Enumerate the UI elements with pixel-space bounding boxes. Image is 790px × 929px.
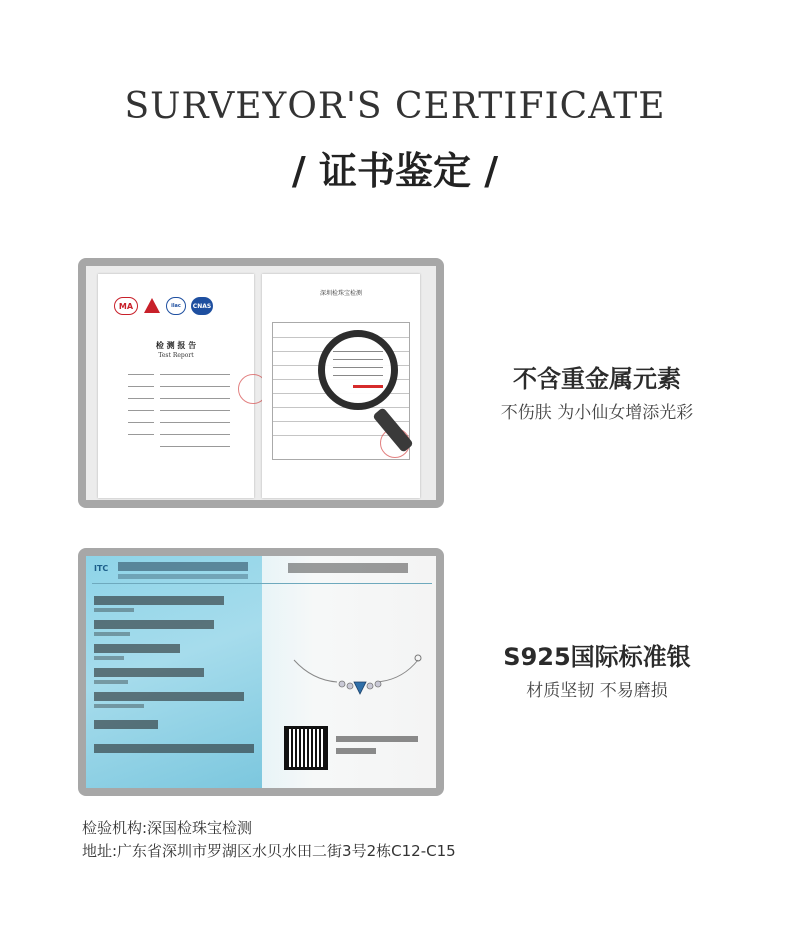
- cert-field: [94, 720, 158, 729]
- report-heading-en: Test Report: [158, 352, 194, 359]
- magnified-row: [333, 367, 383, 368]
- report-lab-title: 深圳检珠宝检测: [319, 290, 362, 297]
- report-field-line: [160, 422, 230, 423]
- triangle-logo: [143, 297, 161, 315]
- test-report-photo: [86, 266, 436, 500]
- feature-2-subtitle: 材质坚韧 不易磨损: [526, 681, 668, 701]
- qr-note-line: [336, 748, 376, 754]
- title-english: SURVEYOR'S CERTIFICATE: [124, 86, 666, 127]
- qr-note-line: [336, 736, 418, 742]
- cert-field-en: [94, 608, 134, 612]
- certificate-number-bar: [288, 563, 408, 573]
- cert-field-en: [94, 680, 128, 684]
- cnas-logo: CNAS: [191, 297, 213, 315]
- report-field-line: [160, 410, 230, 411]
- report-field-label: [128, 410, 154, 411]
- feature-1-title: 不含重金属元素: [513, 365, 681, 393]
- institution-address: 地址:广东省深圳市罗湖区水贝水田二街3号2栋C12-C15: [82, 842, 456, 860]
- test-report-image: [78, 258, 444, 508]
- qr-code: [284, 726, 328, 770]
- feature-2-title: S925国际标准银: [503, 643, 691, 671]
- certificate-title-bar: [118, 562, 248, 571]
- highlight-line: [353, 385, 383, 388]
- cert-field: [94, 596, 224, 605]
- table-row: [273, 407, 409, 408]
- cert-field: [94, 692, 244, 701]
- inspection-institution: 检验机构:深国检珠宝检测: [82, 819, 253, 837]
- feature-1-subtitle: 不伤肤 为小仙女增添光彩: [500, 403, 694, 423]
- magnified-row: [333, 359, 383, 360]
- cma-logo: MA: [114, 297, 138, 315]
- certificate-header: [92, 562, 432, 584]
- cert-field-en: [94, 656, 124, 660]
- cert-field: [94, 644, 180, 653]
- itc-logo: ITC: [94, 564, 109, 573]
- report-cover-page: [98, 274, 254, 498]
- report-field-label: [128, 374, 154, 375]
- bracelet-image: [292, 640, 422, 700]
- cert-signature-row: [94, 744, 254, 753]
- magnifier-icon: [318, 330, 398, 410]
- report-field-line: [160, 434, 230, 435]
- cert-field: [94, 620, 214, 629]
- report-field-line: [160, 386, 230, 387]
- report-heading: 检 测 报 告: [155, 341, 197, 350]
- report-field-line: [160, 374, 230, 375]
- accreditation-logos: [114, 294, 244, 318]
- cert-field-en: [94, 704, 144, 708]
- ilac-logo: ilac: [166, 297, 186, 315]
- certificate-subtitle-bar: [118, 574, 248, 579]
- cert-field: [94, 668, 204, 677]
- report-field-label: [128, 422, 154, 423]
- magnified-row: [333, 351, 383, 352]
- cert-field-en: [94, 632, 130, 636]
- certificate-photo: [86, 556, 436, 788]
- certificate-image: [78, 548, 444, 796]
- report-field-line: [160, 398, 230, 399]
- title-chinese: / 证书鉴定 /: [291, 148, 499, 193]
- report-field-label: [128, 434, 154, 435]
- report-field-label: [128, 398, 154, 399]
- report-field-label: [128, 386, 154, 387]
- magnified-row: [333, 375, 383, 376]
- report-field-line: [160, 446, 230, 447]
